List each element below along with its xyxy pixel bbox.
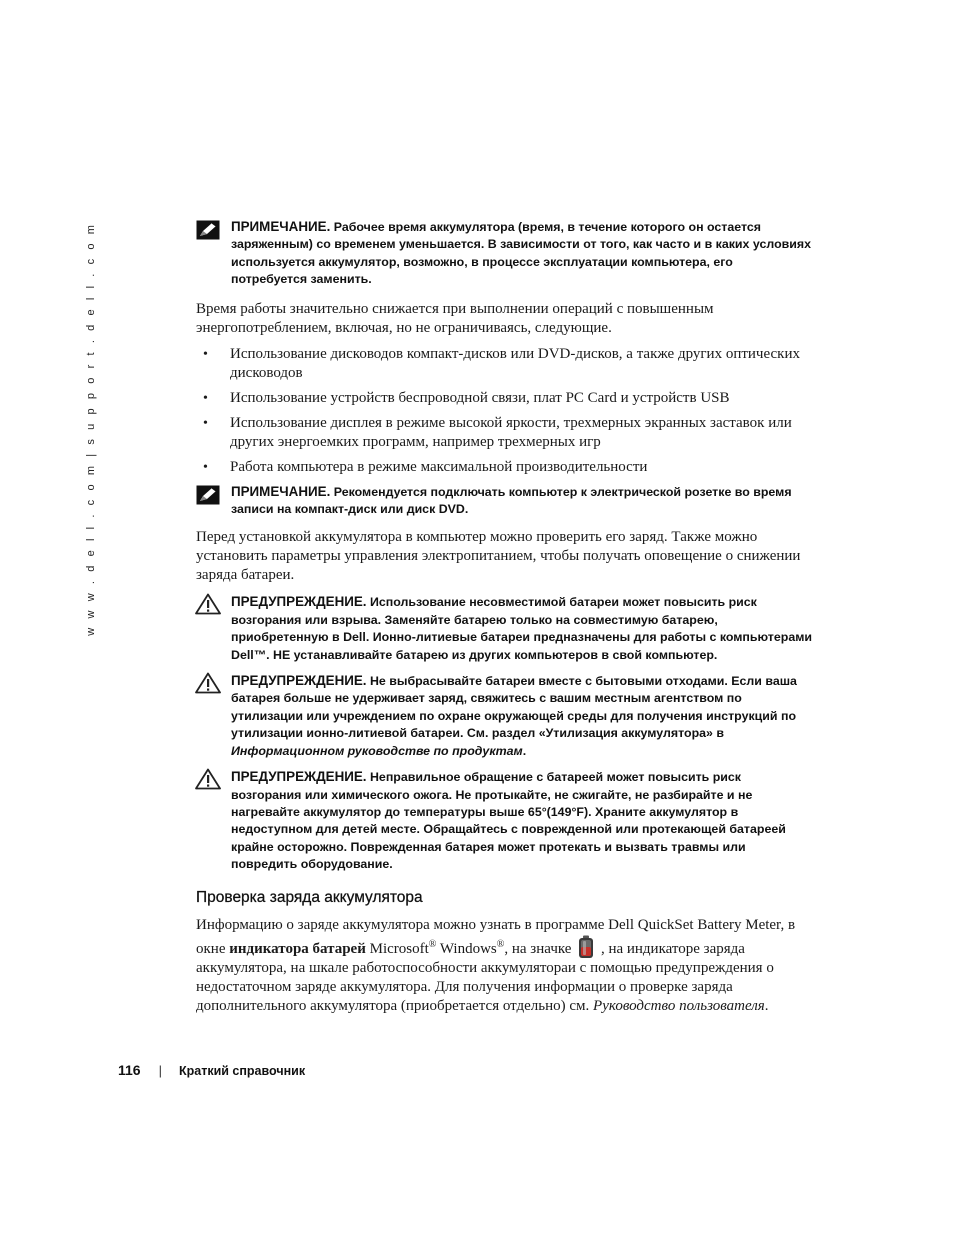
paragraph-2: Перед установкой аккумулятора в компьютер можно проверить его заряд. Также можно установить параметры управления электропитанием, чтобы получать оповещение о снижении заряда батареи. bbox=[196, 529, 801, 584]
paragraph-3-text: Информацию о заряде аккумулятора можно узнать в программе Dell QuickSet Battery Meter, в окне bbox=[196, 916, 796, 957]
paragraph-1: Время работы значительно снижается при выполнении операций с повышенным энергопотреблением, включая, но не ограничиваясь, следующие. bbox=[196, 300, 714, 336]
side-website-url: w w w . d e l l . c o m | s u p p o r t . d e l l . c o m bbox=[85, 222, 97, 636]
warning-block-2 bbox=[196, 672, 812, 760]
warning-text: Неправильное обращение с батареей может повысить риск возгорания или химического ожога. Не протыкайте, не сжигайте, не разбирайте и не нагревайте аккумулятор до температуры выше 65°(149°F). Храните аккумулятор в недоступном для детей месте. Обращайтесь с поврежденной или протекающей батареей крайне осторожно. Поврежденная батарея может протекать и вызвать травмы или повредить оборудование. bbox=[231, 770, 786, 872]
registered-mark: ® bbox=[496, 938, 505, 950]
page-content bbox=[196, 218, 812, 1016]
page-number: 116 bbox=[118, 1062, 141, 1078]
warning-text: Не выбрасывайте батареи вместе с бытовыми отходами. Если ваша батарея больше не удерживает заряд, свяжитесь с вашим местным агентством по утилизации или учреждением по охране окружающей среды для получения инструкций по утилизации ионно-литиевой батареи. См. раздел «Утилизация аккумулятора» в bbox=[231, 674, 797, 741]
note-block-1 bbox=[196, 218, 812, 289]
warning-label: ПРЕДУПРЕЖДЕНИЕ. bbox=[231, 594, 367, 610]
footer-separator: | bbox=[158, 1063, 162, 1078]
warning-label: ПРЕДУПРЕЖДЕНИЕ. bbox=[231, 673, 367, 689]
paragraph-3-text: Windows bbox=[436, 940, 497, 957]
warning-icon bbox=[195, 768, 221, 790]
note-icon bbox=[196, 220, 220, 240]
paragraph-3-text: , на индикаторе заряда аккумулятора, на шкале работоспособности аккумулятораи с помощью предупреждения о недостаточном заряде аккумулятора. Для получения информации о проверке заряда дополнительного аккумулятора (приобретается отдельно) см. bbox=[196, 940, 774, 1014]
footer-title: Краткий справочник bbox=[178, 1064, 306, 1078]
warning-text-italic: Информационном руководстве по продуктам bbox=[231, 743, 523, 758]
paragraph-3 bbox=[196, 916, 812, 1016]
note-block-2 bbox=[196, 483, 812, 519]
paragraph-3-text: Microsoft bbox=[365, 940, 429, 957]
paragraph-3-text: . bbox=[764, 997, 769, 1014]
paragraph-3-bold: индикатора батарей bbox=[229, 940, 366, 957]
list-item: • Использование дисплея в режиме высокой яркости, трехмерных экранных заставок или других энергоемких программ, например трехмерных игр bbox=[196, 414, 812, 452]
warning-block-3 bbox=[196, 768, 812, 873]
page-footer bbox=[118, 1062, 305, 1078]
note-icon bbox=[196, 485, 220, 505]
note-label: ПРИМЕЧАНИЕ. bbox=[231, 219, 331, 234]
warning-label: ПРЕДУПРЕЖДЕНИЕ. bbox=[231, 769, 367, 785]
warning-text: Использование несовместимой батареи может повысить риск возгорания или взрыва. Заменяйте батарею только на совместимую батарею, приобретенную в Dell. Ионно-литиевые батареи предназначены для работы с компьютерами Dell™. НЕ устанавливайте батарею из других компьютеров в свой компьютер. bbox=[231, 595, 813, 662]
paragraph-3-text: , на значке bbox=[504, 940, 576, 957]
note-text: Рекомендуется подключать компьютер к электрической розетке во время записи на компакт-диск или диск DVD. bbox=[231, 484, 792, 517]
section-title: Проверка заряда аккумулятора bbox=[196, 888, 423, 906]
list-item: • Использование устройств беспроводной связи, плат PC Card и устройств USB bbox=[196, 389, 812, 408]
list-item: • Работа компьютера в режиме максимальной производительности bbox=[196, 458, 812, 477]
note-label: ПРИМЕЧАНИЕ. bbox=[231, 483, 331, 499]
paragraph-3-italic: Руководство пользователя bbox=[593, 997, 765, 1014]
list-item: • Использование дисководов компакт-дисков или DVD-дисков, а также других оптических дисководов bbox=[196, 345, 812, 383]
note-text: Рабочее время аккумулятора (время, в течение которого он остается заряженным) со временем уменьшается. В зависимости от того, как часто и в каких условиях используется аккумулятор, возможно, в процессе эксплуатации компьютера, его потребуется заменить. bbox=[231, 220, 811, 287]
warning-text-end: . bbox=[522, 743, 527, 758]
warning-icon bbox=[195, 672, 221, 694]
battery-icon bbox=[577, 935, 595, 959]
registered-mark: ® bbox=[428, 938, 437, 950]
warning-block-1 bbox=[196, 593, 812, 664]
warning-icon bbox=[195, 593, 221, 615]
bullet-list bbox=[196, 345, 812, 477]
